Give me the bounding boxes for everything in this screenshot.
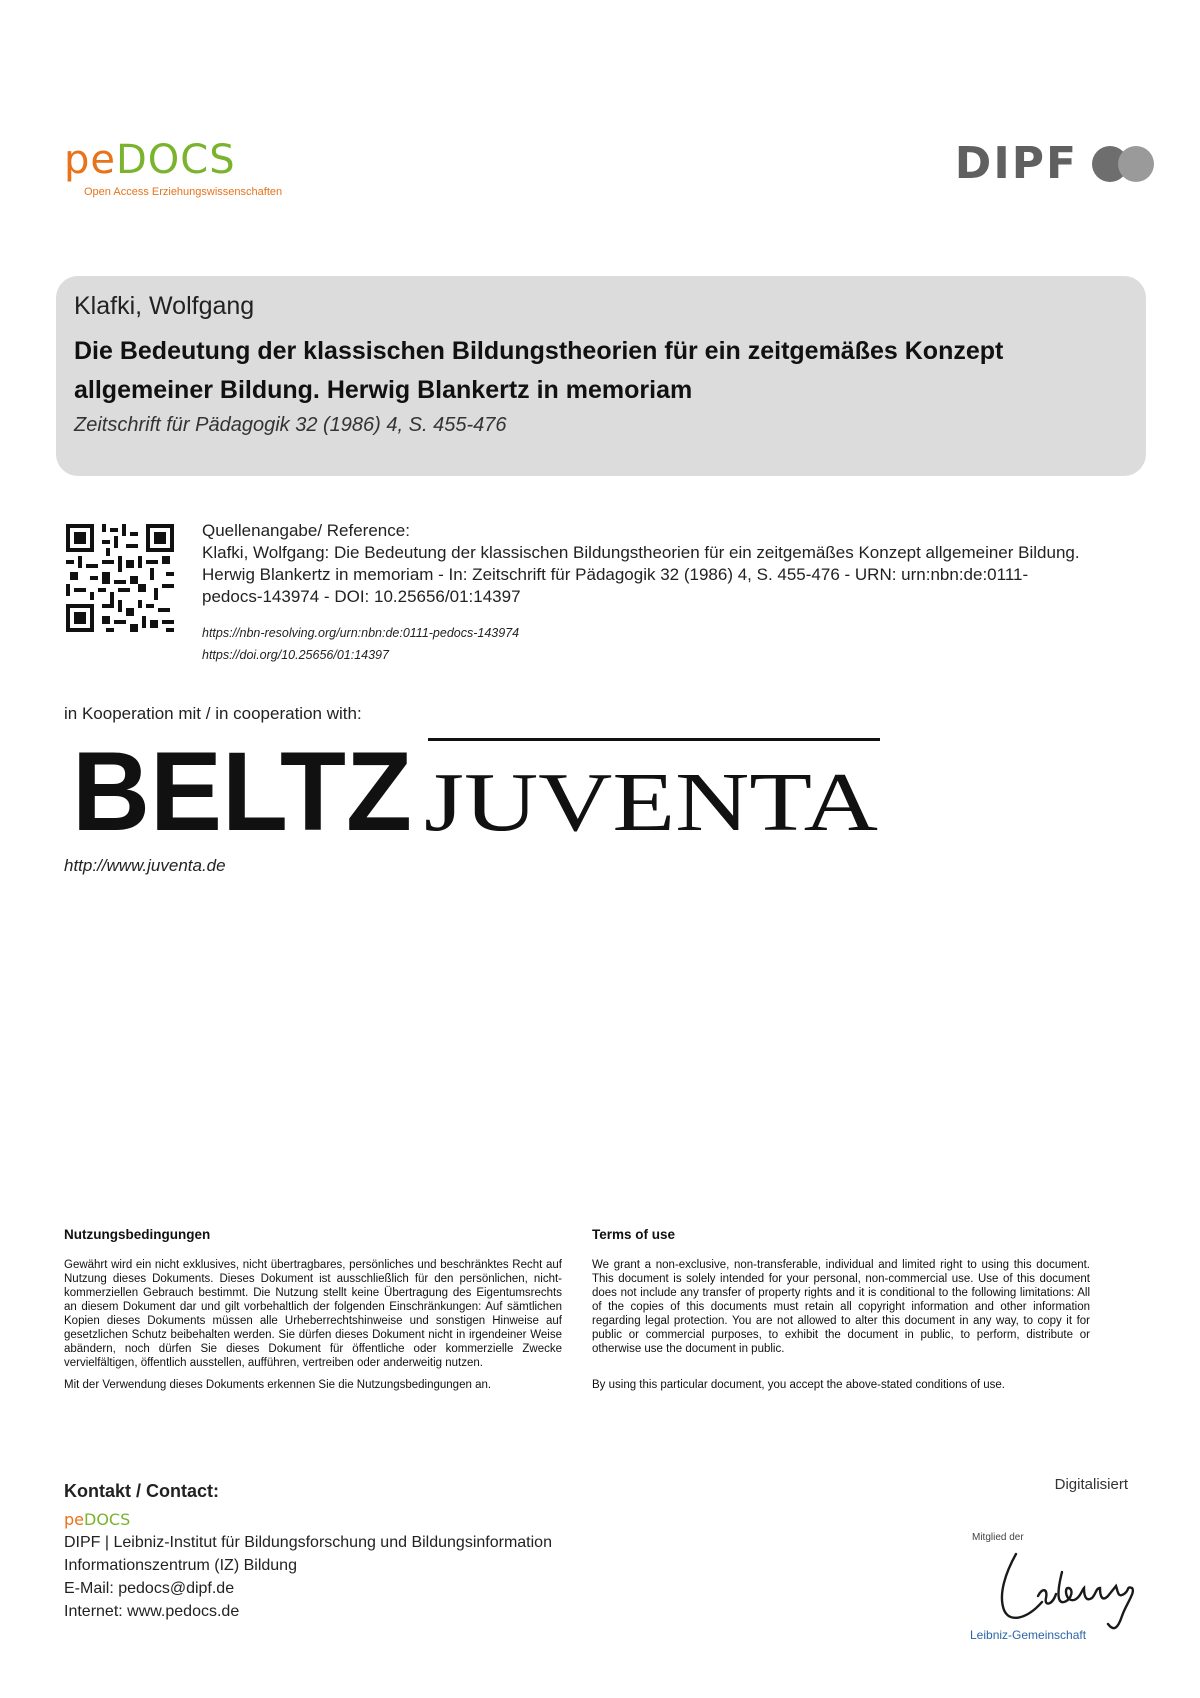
pedocs-mini-logo bbox=[64, 1509, 684, 1531]
pedocs-tagline: Open Access Erziehungswissenschaften bbox=[84, 186, 283, 198]
contact-website[interactable]: Internet: www.pedocs.de bbox=[64, 1603, 240, 1620]
title-box bbox=[56, 276, 1146, 476]
terms-en-paragraph: We grant a non-exclusive, non-transferable, individual and limited right to using this document. This document is solely intended for your personal, non-commercial use. Use of this document does not include any transfer of property rights and it is conditional to the following limitations: All of the copies of this documents must retain all copyright information and other information regarding legal protection. You are not allowed to alter this document in any way, to copy it for public or commercial purposes, to exhibit the document in public, to perform, distribute or otherwise use the document in public. bbox=[592, 1259, 1090, 1355]
terms-en bbox=[592, 1228, 1090, 1400]
leibniz-gemeinschaft-label: Leibniz-Gemeinschaft bbox=[970, 1628, 1087, 1642]
reference-heading: Quellenangabe/ Reference: bbox=[202, 521, 410, 540]
leibniz-logo bbox=[968, 1532, 1148, 1652]
mini-logo-pe: pe bbox=[64, 1510, 84, 1529]
document-title: Die Bedeutung der klassischen Bildungstheorien für ein zeitgemäßes Konzept allgemeiner Bildung. Herwig Blankertz in memoriam bbox=[74, 337, 1004, 404]
terms-de bbox=[64, 1228, 562, 1400]
dipf-circles-icon bbox=[1092, 144, 1158, 184]
dipf-logo bbox=[955, 138, 1158, 189]
terms-de-heading: Nutzungsbedingungen bbox=[64, 1227, 211, 1242]
reference-block bbox=[202, 520, 1082, 666]
terms-de-paragraph: Gewährt wird ein nicht exklusives, nicht übertragbares, persönliches und beschränktes Recht auf Nutzung dieses Dokuments. Dieses Dokument ist ausschließlich für den persönlichen, nicht-kommerziellen Gebrauch bestimmt. Die Nutzung stellt keine Übertragung des Eigentumsrechts an diesem Dokument dar und gilt vorbehaltlich der folgenden Einschränkungen: Auf sämtlichen Kopien dieses Dokuments müssen alle Urheberrechtshinweise und sonstigen Hinweise auf gesetzlichen Schutz beibehalten werden. Sie dürfen dieses Dokument nicht in irgendeiner Weise abändern, noch dürfen Sie dieses Dokument für öffentliche oder kommerzielle Zwecke vervielfältigen, öffentlich ausstellen, aufführen, vertreiben oder anderweitig nutzen. bbox=[64, 1259, 562, 1369]
qr-code-icon bbox=[66, 524, 174, 632]
terms-en-heading: Terms of use bbox=[592, 1227, 676, 1242]
urn-link[interactable]: https://nbn-resolving.org/urn:nbn:de:0111-pedocs-143974 bbox=[202, 626, 520, 640]
author: Klafki, Wolfgang bbox=[74, 292, 255, 320]
leibniz-prefix: Mitglied der bbox=[972, 1532, 1024, 1543]
beltz-logo-text: BELTZ bbox=[72, 734, 412, 844]
digitalisiert-label: Digitalisiert bbox=[1054, 1476, 1128, 1493]
juventa-logo-text: JUVENTA bbox=[424, 756, 879, 844]
contact-line: Informationszentrum (IZ) Bildung bbox=[64, 1557, 297, 1574]
pedocs-logo-pe: pe bbox=[64, 137, 116, 183]
cooperation-label: in Kooperation mit / in cooperation with: bbox=[64, 704, 362, 723]
beltz-juventa-logo bbox=[72, 734, 882, 844]
contact-email[interactable]: E-Mail: pedocs@dipf.de bbox=[64, 1580, 235, 1597]
terms-de-acceptance: Mit der Verwendung dieses Dokuments erkennen Sie die Nutzungsbedingungen an. bbox=[64, 1379, 492, 1391]
reference-text: Klafki, Wolfgang: Die Bedeutung der klassischen Bildungstheorien für ein zeitgemäßes Konzept allgemeiner Bildung. Herwig Blankertz in memoriam - In: Zeitschrift für Pädagogik 32 (1986) 4, S. 455-476 - URN: urn:nbn:de:0111-pedocs-143974 - DOI: 10.25656/01:14397 bbox=[202, 543, 1080, 606]
dipf-logo-text: DIPF bbox=[954, 138, 1078, 189]
contact-line: DIPF | Leibniz-Institut für Bildungsforschung und Bildungsinformation bbox=[64, 1534, 552, 1551]
contact-block bbox=[64, 1480, 684, 1623]
mini-logo-docs: DOCS bbox=[84, 1510, 131, 1529]
terms-en-acceptance: By using this particular document, you accept the above-stated conditions of use. bbox=[592, 1379, 1005, 1391]
leibniz-signature-icon bbox=[968, 1532, 1148, 1632]
source-citation: Zeitschrift für Pädagogik 32 (1986) 4, S. 455-476 bbox=[74, 414, 507, 436]
pedocs-logo bbox=[64, 137, 283, 198]
doi-link[interactable]: https://doi.org/10.25656/01:14397 bbox=[202, 648, 389, 662]
juventa-url-link[interactable]: http://www.juventa.de bbox=[64, 856, 226, 875]
pedocs-logo-docs: DOCS bbox=[116, 137, 236, 183]
contact-heading: Kontakt / Contact: bbox=[64, 1481, 219, 1501]
leibniz-signature-text: Leibniz bbox=[968, 1532, 972, 1533]
